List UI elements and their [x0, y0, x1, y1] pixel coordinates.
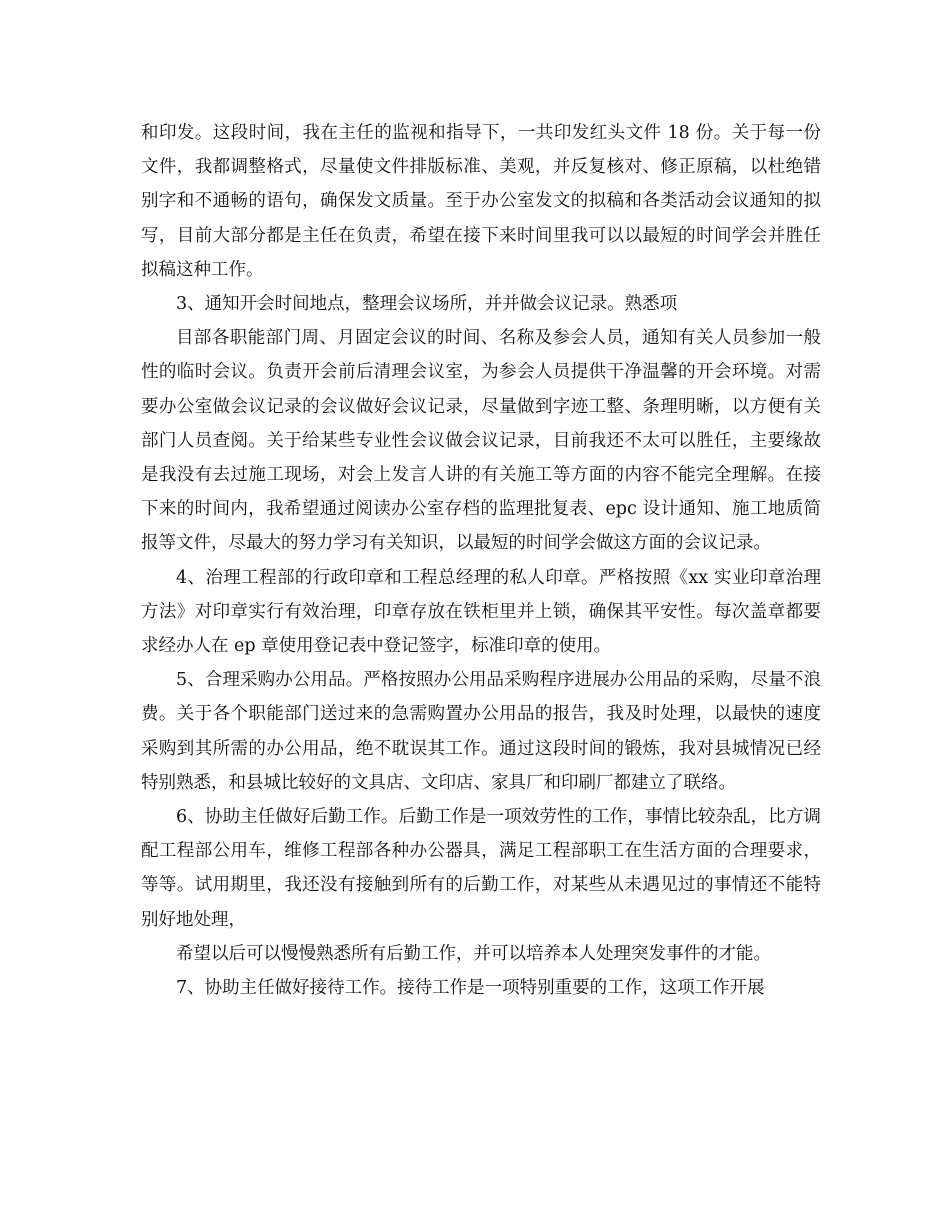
paragraph-item-5: 5、合理采购办公用品。严格按照办公用品采购程序进展办公用品的采购，尽量不浪费。关于各个职能部门送过来的急需购置办公用品的报告，我及时处理，以最快的速度采购到其所需的办公用品，绝不耽误其工作。通过这段时间的锻炼，我对县城情况已经特别熟悉，和县城比较好的文具店、文印店、家具厂和印刷厂都建立了联络。: [141, 670, 821, 793]
paragraph-continuation: 和印发。这段时间，我在主任的监视和指导下，一共印发红头文件 18 份。关于每一份文件，我都调整格式，尽量使文件排版标准、美观，并反复核对、修正原稿，以杜绝错别字和不通畅的语句，确保发文质量。至于办公室发文的拟稿和各类活动会议通知的拟写，目前大部分都是主任在负责，希望在接下来时间里我可以以最短的时间学会并胜任拟稿这种工作。: [141, 123, 821, 280]
paragraph-item-6-continued: 希望以后可以慢慢熟悉所有后勤工作，并可以培养本人处理突发事件的才能。: [176, 943, 771, 964]
paragraph-item-3-body: 目部各职能部门周、月固定会议的时间、名称及参会人员，通知有关人员参加一般性的临时会议。负责开会前后清理会议室，为参会人员提供干净温馨的开会环境。对需要办公室做会议记录的会议做好会议记录，尽量做到字迹工整、条理明晰，以方便有关部门人员查阅。关于给某些专业性会议做会议记录，目前我还不太可以胜任，主要缘故是我没有去过施工现场，对会上发言人讲的有关施工等方面的内容不能完全理解。在接下来的时间内，我希望通过阅读办公室存档的监理批复表、epc 设计通知、施工地质简报等文件，尽最大的努力学习有关知识，以最短的时间学会做这方面的会议记录。: [141, 328, 821, 554]
paragraph-item-6: 6、协助主任做好后勤工作。后勤工作是一项效劳性的工作，事情比较杂乱，比方调配工程部公用车，维修工程部各种办公器具，满足工程部职工在生活方面的合理要求，等等。试用期里，我还没有接触到所有的后勤工作，对某些从未遇见过的事情还不能特别好地处理，: [141, 807, 821, 930]
paragraph-item-3-heading: 3、通知开会时间地点，整理会议场所，并并做会议记录。熟悉项: [176, 294, 678, 315]
paragraph-item-7: 7、协助主任做好接待工作。接待工作是一项特别重要的工作，这项工作开展: [176, 978, 765, 999]
paragraph-item-4: 4、治理工程部的行政印章和工程总经理的私人印章。严格按照《xx 实业印章治理方法》对印章实行有效治理，印章存放在铁柜里并上锁，确保其平安性。每次盖章都要求经办人在 ep 章使用登记表中登记签字，标准印章的使用。: [141, 567, 821, 657]
document-body: [141, 116, 821, 1005]
